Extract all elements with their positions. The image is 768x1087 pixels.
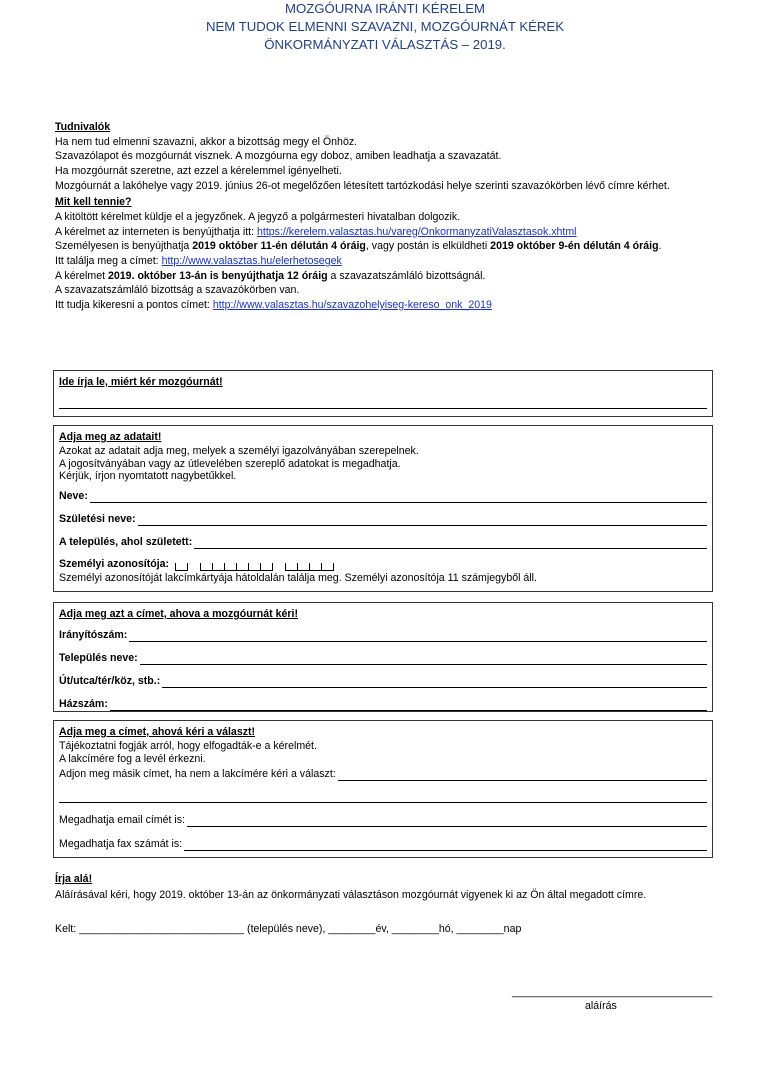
- election-title: ÖNKORMÁNYZATI VÁLASZTÁS – 2019.: [264, 37, 506, 52]
- kelt-line[interactable]: Kelt: ____________________________ (település neve), ________év, ________hó, ________nap: [55, 922, 522, 935]
- mit-kell-line: A kitöltött kérelmet küldje el a jegyzőnek. A jegyző a polgármesteri hivatalban dolgozik.: [55, 210, 461, 223]
- reason-box: [53, 370, 713, 417]
- reply-note: Tájékoztatni fogják arról, hogy elfogadták-e a kérelmét.: [59, 740, 317, 752]
- search-link-line: Itt tudja kikeresni a pontos címet: http://www.valasztas.hu/szavazohelyiseg-kereso_onk_2019: [55, 298, 492, 311]
- signature-section: [55, 872, 715, 936]
- personal-id-field[interactable]: Személyi azonosítója:: [59, 557, 707, 571]
- birth-name-field[interactable]: Születési neve:: [59, 512, 707, 526]
- deadline-line: Személyesen is benyújthatja 2019 október 11-én délután 4 óráig, vagy postán is elküldheti 2019 október 9-én délután 4 óráig.: [55, 240, 662, 253]
- signature-line[interactable]: __________________________________: [512, 986, 713, 998]
- signature-label: aláírás: [585, 1000, 617, 1012]
- tudnivalok-line: Szavazólapot és mozgóurnát visznek. A mozgóurna egy doboz, amiben leadhatja a szavazatát.: [55, 150, 502, 163]
- address-link-line: Itt találja meg a címet: http://www.valasztas.hu/elerhetosegek: [55, 255, 342, 268]
- personal-data-heading: Adja meg az adatait!: [59, 431, 162, 443]
- mit-kell-heading: Mit kell tennie?: [55, 196, 132, 209]
- other-address-field-line2[interactable]: [59, 791, 707, 803]
- online-submit-line: A kérelmet az interneten is benyújthatja itt: https://kerelem.valasztas.hu/vareg/OnkormanyzatiValasztasok.xhtml: [55, 225, 577, 238]
- personal-data-note: Azokat az adatait adja meg, melyek a személyi igazolványában szerepelnek.: [59, 445, 419, 457]
- id-cells-group-3[interactable]: [285, 563, 334, 571]
- mit-kell-line: A szavazatszámláló bizottság a szavazókörben van.: [55, 284, 300, 297]
- tudnivalok-line: Ha mozgóurnát szeretne, azt ezzel a kérelemmel igényelheti.: [55, 164, 342, 177]
- birth-place-field[interactable]: A település, ahol született:: [59, 535, 707, 549]
- personal-data-note: Kérjük, írjon nyomtatott nagybetűkkel.: [59, 470, 237, 482]
- fax-field[interactable]: Megadhatja fax számát is:: [59, 837, 707, 851]
- elerhetosegek-link[interactable]: http://www.valasztas.hu/elerhetosegek: [161, 255, 342, 268]
- sign-text: Aláírásával kéri, hogy 2019. október 13-án az önkormányzati választáson mozgóurnát vigyenek ki az Ön által megadott címre.: [55, 888, 647, 901]
- personal-id-note: Személyi azonosítóját lakcímkártyája hátoldalán találja meg. Személyi azonosítója 11 számjegyből áll.: [59, 572, 537, 584]
- election-day-line: A kérelmet 2019. október 13-án is benyújthatja 12 óráig a szavazatszámláló bizottságnál.: [55, 269, 486, 282]
- reason-field[interactable]: [59, 397, 707, 409]
- town-field[interactable]: Település neve:: [59, 651, 707, 665]
- address-heading: Adja meg azt a címet, ahova a mozgóurnát kéri!: [59, 608, 299, 620]
- address-box: [53, 602, 713, 712]
- house-number-field[interactable]: Házszám:: [59, 697, 707, 711]
- personal-data-note: A jogosítványában vagy az útlevelében szereplő adatokat is megadhatja.: [59, 458, 401, 470]
- reply-note: A lakcímére fog a levél érkezni.: [59, 753, 206, 765]
- reason-heading: Ide írja le, miért kér mozgóurnát!: [59, 376, 223, 388]
- tudnivalok-heading: Tudnivalók: [55, 121, 111, 133]
- instructions: [55, 120, 715, 313]
- tudnivalok-line: Ha nem tud elmenni szavazni, akkor a bizottság megy el Önhöz.: [55, 135, 358, 148]
- reply-box: [53, 720, 713, 858]
- form-title: MOZGÓURNA IRÁNTI KÉRELEM: [284, 1, 486, 16]
- szavazohelyiseg-link[interactable]: http://www.valasztas.hu/szavazohelyiseg-kereso_onk_2019: [212, 298, 492, 311]
- other-address-field[interactable]: Adjon meg másik címet, ha nem a lakcímére kéri a választ:: [59, 767, 707, 781]
- reply-heading: Adja meg a címet, ahová kéri a választ!: [59, 726, 256, 738]
- name-field[interactable]: Neve:: [59, 489, 707, 503]
- kerelem-link[interactable]: https://kerelem.valasztas.hu/vareg/OnkormanyzatiValasztasok.xhtml: [256, 225, 577, 238]
- form-subtitle: NEM TUDOK ELMENNI SZAVAZNI, MOZGÓURNÁT KÉREK: [205, 19, 565, 34]
- sign-heading: Írja alá!: [55, 873, 93, 885]
- id-cells-group-2[interactable]: [200, 563, 273, 571]
- zip-field[interactable]: Irányítószám:: [59, 628, 707, 642]
- email-field[interactable]: Megadhatja email címét is:: [59, 813, 707, 827]
- street-field[interactable]: Út/utca/tér/köz, stb.:: [59, 674, 707, 688]
- header: [55, 0, 715, 54]
- personal-data-box: [53, 425, 713, 592]
- id-cells-group-1[interactable]: [175, 563, 188, 571]
- tudnivalok-line: Mozgóurnát a lakóhelye vagy 2019. június 26-ot megelőzően létesített tartózkodási helye szerinti szavazókörben lévő címre kérhet.: [55, 180, 670, 193]
